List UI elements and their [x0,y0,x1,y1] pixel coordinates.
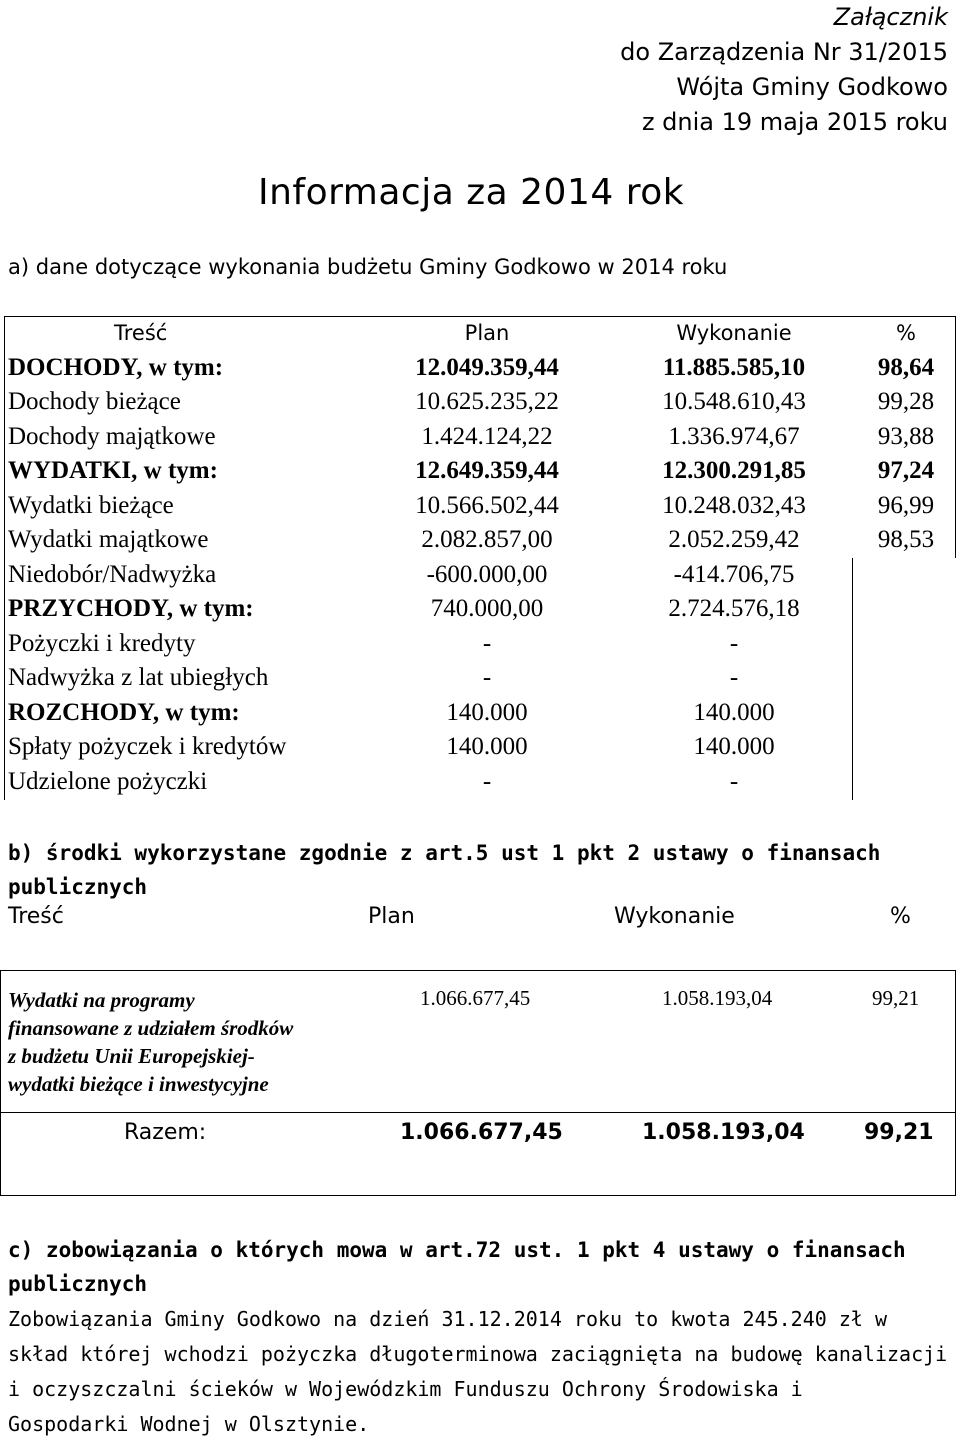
row-exec: - [729,767,739,795]
section-c-heading-line-1: c) zobowiązania o których mowa w art.72 ust. 1 pkt 4 ustawy o finansach [8,1238,906,1262]
eu-row-label-line: z budżetu Unii Europejskiej- [8,1044,255,1068]
row-label: ROZCHODY, w tym: [8,698,240,726]
liabilities-paragraph [8,1302,953,1442]
row-exec: 11.885.585,10 [662,353,806,381]
eu-row-exec: 1.058.193,04 [662,986,773,1010]
row-exec: 2.052.259,42 [668,526,800,553]
row-exec: - [729,629,739,657]
col-header-plan: Plan [464,321,510,345]
row-exec: 12.300.291,85 [662,457,806,484]
table-row [4,489,956,524]
eu-row-plan: 1.066.677,45 [420,986,531,1010]
row-pct: 93,88 [877,422,935,450]
eu-funds-table [0,898,956,1196]
eu-row-label-line: finansowane z udziałem środków [8,1016,294,1040]
table-row [4,385,956,420]
row-plan: 2.082.857,00 [421,526,553,553]
row-label: DOCHODY, w tym: [8,353,224,381]
section-c-heading [8,1233,948,1301]
section-b-heading-line-1: b) środki wykorzystane zgodnie z art.5 ust 1 pkt 2 ustawy o finansach [8,841,881,865]
total-plan: 1.066.677,45 [400,1120,563,1145]
table-header-row [4,316,956,351]
paragraph-line: i oczyszczalni ścieków w Wojewódzkim Funduszu Ochrony Środowiska i [8,1377,803,1401]
col-header-plan: Plan [368,904,415,929]
annex-header [620,0,948,140]
col-header-percent: % [890,904,911,929]
row-pct: 98,53 [877,526,935,553]
row-exec: 10.548.610,43 [662,388,806,415]
row-label: Pożyczki i kredyty [8,629,196,657]
annex-line-2: do Zarządzenia Nr 31/2015 [620,38,948,66]
col-header-wykonanie: Wykonanie [676,321,792,345]
table-row [4,523,956,558]
col-header-percent: % [896,321,916,345]
row-label: Nadwyżka z lat ubiegłych [8,664,269,691]
row-pct: 98,64 [877,353,935,381]
col-header-tresc: Treść [8,904,64,929]
row-plan: - [482,767,492,795]
section-c-heading-line-2: publicznych [8,1272,148,1296]
row-exec: 10.248.032,43 [662,491,806,519]
row-exec: - [729,664,739,691]
row-label: Spłaty pożyczek i kredytów [8,733,287,760]
section-b-heading [8,836,948,904]
row-label: PRZYCHODY, w tym: [8,595,254,622]
row-plan: 1.424.124,22 [421,422,553,450]
row-pct: 99,28 [877,388,935,415]
eu-row-label-line: wydatki bieżące i inwestycyjne [8,1072,269,1096]
table-row [4,592,956,627]
row-label: Wydatki bieżące [8,491,174,519]
row-label: Udzielone pożyczki [8,767,208,795]
row-plan: 10.566.502,44 [415,491,559,519]
col-header-wykonanie: Wykonanie [614,904,735,929]
table-row [4,765,956,800]
table-row [4,627,956,662]
annex-line-3: Wójta Gminy Godkowo [676,73,948,101]
paragraph-line: Gospodarki Wodnej w Olsztynie. [8,1412,370,1436]
row-plan: 140.000 [446,733,528,760]
table-row [4,730,956,765]
table-row [4,558,956,593]
row-plan: - [482,664,492,691]
col-header-tresc: Treść [114,321,168,345]
eu-row-label [8,986,358,1098]
paragraph-line: Zobowiązania Gminy Godkowo na dzień 31.12.2014 roku to kwota 245.240 zł w [8,1307,887,1331]
section-a-heading: a) dane dotyczące wykonania budżetu Gminy Godkowo w 2014 roku [8,255,728,279]
row-label: Niedobór/Nadwyżka [8,560,217,588]
total-pct: 99,21 [864,1120,934,1145]
eu-row-pct: 99,21 [872,986,920,1010]
row-plan: 12.649.359,44 [415,457,559,484]
page-title: Informacja za 2014 rok [258,172,685,213]
table-row [4,661,956,696]
annex-line-4: z dnia 19 maja 2015 roku [641,108,948,136]
row-plan: 10.625.235,22 [415,388,559,415]
annex-line-1: Załącznik [833,3,948,31]
row-pct: 97,24 [877,457,935,484]
row-label: Dochody majątkowe [8,422,216,450]
total-exec: 1.058.193,04 [642,1120,805,1145]
table-row [4,696,956,731]
table-row [4,351,956,386]
row-plan: - [482,629,492,657]
row-exec: 2.724.576,18 [668,595,800,622]
row-exec: 140.000 [693,698,775,726]
row-exec: 1.336.974,67 [668,422,800,450]
table-row [4,420,956,455]
table-row [4,454,956,489]
total-label: Razem: [124,1120,207,1145]
row-label: Dochody bieżące [8,388,181,415]
row-plan: 140.000 [446,698,528,726]
row-exec: -414.706,75 [673,560,795,588]
paragraph-line: skład której wchodzi pożyczka długoterminowa zaciągnięta na budowę kanalizacji [8,1342,948,1366]
row-label: Wydatki majątkowe [8,526,209,553]
budget-table [4,316,956,799]
eu-row-label-line: Wydatki na programy [8,988,195,1012]
row-plan: 740.000,00 [430,595,544,622]
row-label: WYDATKI, w tym: [8,457,218,484]
row-plan: 12.049.359,44 [415,353,559,381]
row-pct: 96,99 [877,491,935,519]
section-b-heading-line-2: publicznych [8,875,148,899]
row-plan: -600.000,00 [426,560,548,588]
row-exec: 140.000 [693,733,775,760]
